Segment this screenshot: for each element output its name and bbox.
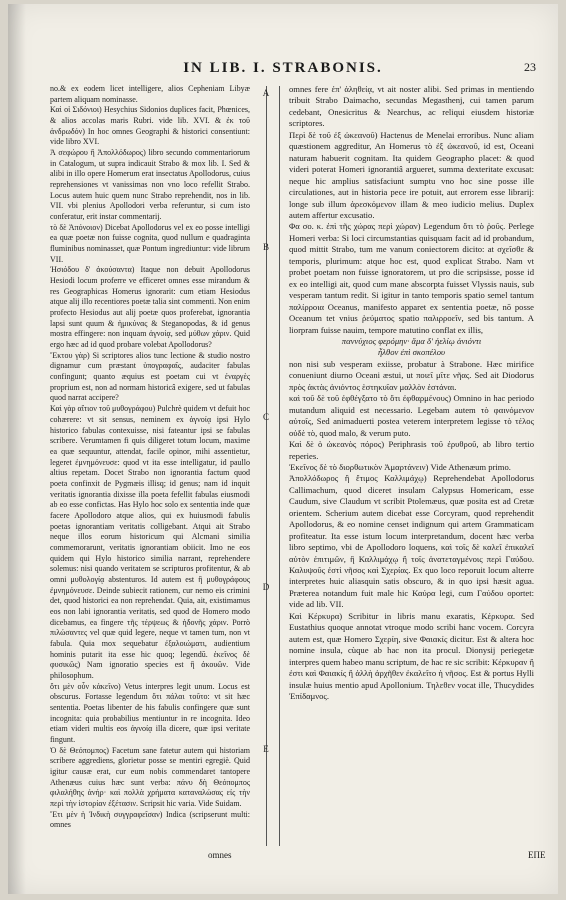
verse-line: ἦλθον ἐπὶ σκοπέλου (377, 347, 445, 358)
paragraph: Φα σο. κ. ἐπὶ τῆς χώρας περὶ χώραν) Legendum ὅτι τὸ ῥοῦς. Perlege Homeri verba: Si loci circumstantias quisquam facit ad id probandum, quod mittit Strabo, tum me vanum coniectorem dicito: at σχεῖσθε & temporis, plurimum: atque hoc est, quod explicat Strabo. Nam vt probet poetam non fuisse ignoratorem, ut pro die scripsisse, posse id ex eo intelligi ait, quod cum mane abscorpta fuisset Vlyssis nauis, sub vesperam tantum redit. Si igitur in tanto temporis spatio semel tantum παλίρροια Oceanus, manifesto apparet ex sententia poetæ, nō posse Oceanum tet vnius ῥεύματος spatio παλιρροεῖν, sed bis tantum. A liorpram fuisse nauim, tempore matutino conflat ex illis, (289, 221, 534, 335)
paragraph: Καὶ οἱ Σιδόνιοι) Hesychius Sidonios duplices facit, Phœnices, & alios accolas maris Rubri. vide lib. XVI. & ἐκ τοῦ ἀνδρωδόν) In hoc omnes Geographi & historici consentiunt: vide libro XVI. (50, 105, 250, 147)
paragraph: ὅτι μὲν οὖν κἀκεῖνο) Vetus interpres legit unum. Locus est obscurus. Fortasse legendum ὅτι πάλαι τοῦτο: vt sit hæc sententia. Poetas libenter de his fabulis confingere quæ sunt incognita: quia probabilius mentiuntur in re incognita. Ideo etiam videri multis eos ἀγνοίᾳ illa dicere, quæ ipsi veritate fingunt. (50, 681, 250, 744)
running-head: IN LIB. I. STRABONIS. (183, 60, 383, 76)
paragraph: Ἀπολλόδωρος ἢ ἔτιμος Καλλιμάχῳ) Reprehendebat Apollodorus Callimachum, quod diceret insulam Calypsus Homericam, esse Caudum, sive Claudum vt scribit Ptolemæus, quæ posita est ad Cretæ orientem. Scherium autem dicebat esse Corcyram, quod reprehendit Apollodorus, & eo nomine censet indignum qui artem Grammaticam profiteatur. Ita esse istum locum interpretandum, docent hæc verba libro septimo, vbi de Apollodoro loquens, καὶ τοῖς δὲ καλεῖ ἐπικαλεῖ αὐτὸν ἐπιτιμῶν, ἢ Καλλιμάχῳ ἢ τοῖς ἀνατεταγμένοις περὶ Γαύδου. Καλυψοῦς ἐστὶ νῆσος καὶ Σχερίας. Ex quo loco reporuit locum alterre interpretes huic aliasquin satis obscuro, & in quo ipsi hæsit agua. Præterea notandum fuit male hic Καύρα legi, cum Γαύδου oportet: vide ad lib. VII. (289, 473, 534, 610)
paragraph: Περὶ δὲ τοῦ ἐξ ὠκεανοῦ) Hactenus de Menelai erroribus. Nunc aliam quæstionem aggreditur, An Homerus τὸ ἐξ ὠκεανοῦ, id est, Oceani naturam habuerit cognitam. Ita quidem Geographo placet: & quod videri poterat Homeri ignorantiâ argueret, summa dexteritate excusat: neque hic amplius satisfaciunt sumptu vno hoc sine posse ille circulationes, aut in historia pece ire potuit, aut errorem esse librarij: longe sub illum ἀρεσκόμενον illam & meo iudicio melius. Duplex autem affertur excusatio. (289, 129, 534, 220)
paragraph: τὸ δὲ Ἀπόνοιον) Dicebat Apollodorus vel ex eo posse intelligi ea quæ poetæ non fuisse cognita, quod nullum e quadraginta fluminibus nominasset, quæ Pontum ingrediuntur: vide librum VII. (50, 222, 250, 264)
section-marker-e: E (263, 744, 269, 754)
folio-number: 23 (524, 60, 536, 74)
paragraph: Καὶ γὰρ αἴτιον τοῦ μυθογράφου) Pulchrè quidem vt defuit hoc cohærere: vt sit sensus, neminem ex ἀγνοίᾳ ipsi Hylo historico fabulas contexuisse, nisi fateantur ipsi se fabulas scribere. Verumtamen fi quis diligeret totum locum, maxime ea quæ sequuntur, attendat, facile opinor, mihi assentietur, legeret ἐμνημόνευσε: quod vt ita esse intelligatur, id paullo altius repetam. Docet Strabo non ignorantia factum quod poeta confinxit de Pygmæis illisq; id genus; nam id inquit veritatis ignorantia dixisse illa poeta fefellit fabulas eiusmodi ab eo esse confictas. Has Hylo hoc solo ex sententia inde quæ facere Apollodoro atque alios, qui ex huiusmodi fabulis poetas ignorantiam veritatis colligebant. Atqui ait Strabo neque illos eorum historicum qui Alcmani similia commemorarunt, veritatis ignorantiam obiicit. Imo ne eos quidem qui Hylo historico similia narrant, reprehendere solemus: nisi quando veritatem se scripturos profitentur, & ab omni μυθολογίᾳ abstenturos. Id autem est ἢ μυθογράφους ἐμνημόνευσε. Deinde subiecit rationem, cur nemo eis crimini det, quod historici ea non reprehendat. Quia, ait, existimamus eos non labi ignorantia veritatis, sed quod de Homero modo dicebamus, ea fingere τῆς τέρψεως & ἡδονῆς χάριν. Porrò πιλώσαντες vel quæ quid legere, neque vt tamen tum, non vt fabula. Quia mox sequebatur ἐξαλοιώματι, audientium hominis putarit ita esse hic quoq; legendū. ἐκεῖνος δὲ φυσικῶς) Nam ignoratio species est ἢ ἀκουῶν. Vide philosophum. (50, 404, 250, 680)
catchword-right: ΕΠΕ (528, 850, 546, 860)
right-column (289, 84, 534, 702)
page-header (8, 60, 558, 82)
paragraph: Ἀ σεφώρου ἢ Ἀπολλόδωρος) libro secundo commentariorum in Catalogum, ut supra indicauit Strabo & mox lib. I. Sed & alibi in illo opere Homerum erat insectatus Apollodorus, cuius reprehensiones vt vanissimas non vno loco refellit Strabo. Locus autem huic quem nunc Strabo reprehendit, nos in lib. VII. vbi plenius Apollodori verba referuntur, si cum isto conferatur, erit instar commentarij. (50, 148, 250, 222)
section-marker-d: D (262, 582, 270, 592)
catchword-left: omnes (208, 850, 232, 860)
section-marker-b: B (262, 242, 269, 252)
paragraph: Ἐκεῖνος δὲ τὸ διορθωτικὸν Ἀμαρτάνειν) Vide Athenæum primo. (289, 461, 511, 472)
column-rule-left (266, 86, 267, 846)
gutter-shadow (8, 4, 26, 894)
paragraph: non nisi sub vesperam exiisse, probatur à Strabone. Hæc mirifice conueniunt diurno Oceani æstui, ut ποιεῖ μῖτε νῆας. Sed ait Diodorus πρὸς ἀκτὰς ἀνιόντος ἑστηκυῖαν μαλλὸν ἑστάναι. (289, 358, 534, 392)
section-marker-c: C (262, 412, 269, 422)
paragraph: Καὶ δὲ ὁ ὠκεανὸς πόρος) Periphrasis τοῦ ἐρυθροῦ, ab libro tertio reperies. (289, 439, 534, 461)
paragraph: no.& ex eodem licet intelligere, alios Cepheniam Libyæ partem aliquam nominasse. (50, 84, 250, 104)
verse-line: παννύχιος φερόμην· ἅμα δ' ἠελίῳ ἀνιόντι (341, 335, 482, 346)
paragraph: omnes fere ἐπ' ἀληθείᾳ, vt ait noster alibi. Sed primas in mentiendo tribuit Strabo Daimacho, secundas Megasthenj, cui tamen parum cedebant, Onesicritus & Nearchus, ac reliqui eiusdem historiæ scriptores. (289, 84, 534, 129)
paragraph: Ἡσιόδου δ' ἀκούσαντα) Itaque non debuit Apollodorus Hesiodi locum proferre ve efficeret omnes esse mirandum & res Geographicas Homerus ignorarit: cum etiam Hesiodus atque alij illo recentiores poetæ talia sint commenti. Non enim profecto Hesiodus aut alij poetæ quos proferebat, ignorantia lapsi sunt quum & ἡμικύνας & Steganopodas, & id genus mostra effingere: non inquam ἀγνοίᾳ, sed μύθων χάριν. Quid ergo hæc ad id quod probare volebat Apollodorus? (50, 265, 250, 350)
paragraph: Ἔτι μὲν ἡ Ἰνδικὴ συγγραφεῖσαν) Indica (scripserunt multi: omnes (50, 809, 250, 830)
column-rule-right (279, 86, 280, 846)
paragraph: Ἔκτου γὰρ) Si scriptores alios tunc lectione & studio nostro dignamur cum præstant ὑπογραφαῖς, audaciter fabulas confingunt; quanto æquius est poetam cui vt ἐναργὲς proprium est, non ad normam historicâ exigere, sed ut fabulas quod narrat accipere? (50, 350, 250, 403)
paragraph: Καὶ Κέρκυρα) Scribitur in libris manu exaratis, Κέρκυρα. Sed Eustathius quoque annotat vtroque modo scribi hanc vocem. Corcyra autem est, quæ Homero Σχερίη, sive Φαιακίς dicitur. Est & altera hoc nomine insula, cùque ab hac non ita procul. Dionysij periegetæ interpres quem habeo manu scriptum, de hac re sic scribit: Κέρκυραν ἢ ἐστι καὶ Φαιακίς ἢ ἀλλὴ ἀρχῆθεν ἐκαλεῖτο ἡ νῆσος. Est & portus Hylli insulæ huius mentio apud Apollonium. Τηλεθεν vocat ille, Thucydides Ἐπίδαμνος. (289, 610, 534, 702)
book-page (8, 4, 558, 894)
paragraph: Ὁ δὲ Θεόπομπος) Facetum sane fatetur autem qui historiam scribere aggrediens, glorietur posse se mentiri egregiè. Quid igitur causæ erat, cur eum nobis commendaret tantopere Athenæus cuius hæc sunt verba: πάνυ δὴ Θεόπομπος φιλαλήθης ἀνήρ· καὶ πολλὰ χρήματα καταναλώσας εἰς τὴν περὶ τὴν ἱστορίαν ἐξέτασιν. Scripsit hic varia. Vide Suidam. (50, 745, 250, 809)
paragraph: καὶ τοῦ δὲ τοῦ ἐφθέγξατο τὸ ὄτι ἐφθαρμένους) Omnino in hac periodo mutandum aliquid est necessario. Legebam autem τὸ φαινόμενον αὐτοῖς, Sed animaduerti postea veterem interpretem legisse τὸ τέλος οὐδὲ τὸ, quod malo, & verum puto. (289, 393, 534, 438)
section-marker-a: A (262, 88, 270, 98)
left-column (50, 84, 250, 831)
